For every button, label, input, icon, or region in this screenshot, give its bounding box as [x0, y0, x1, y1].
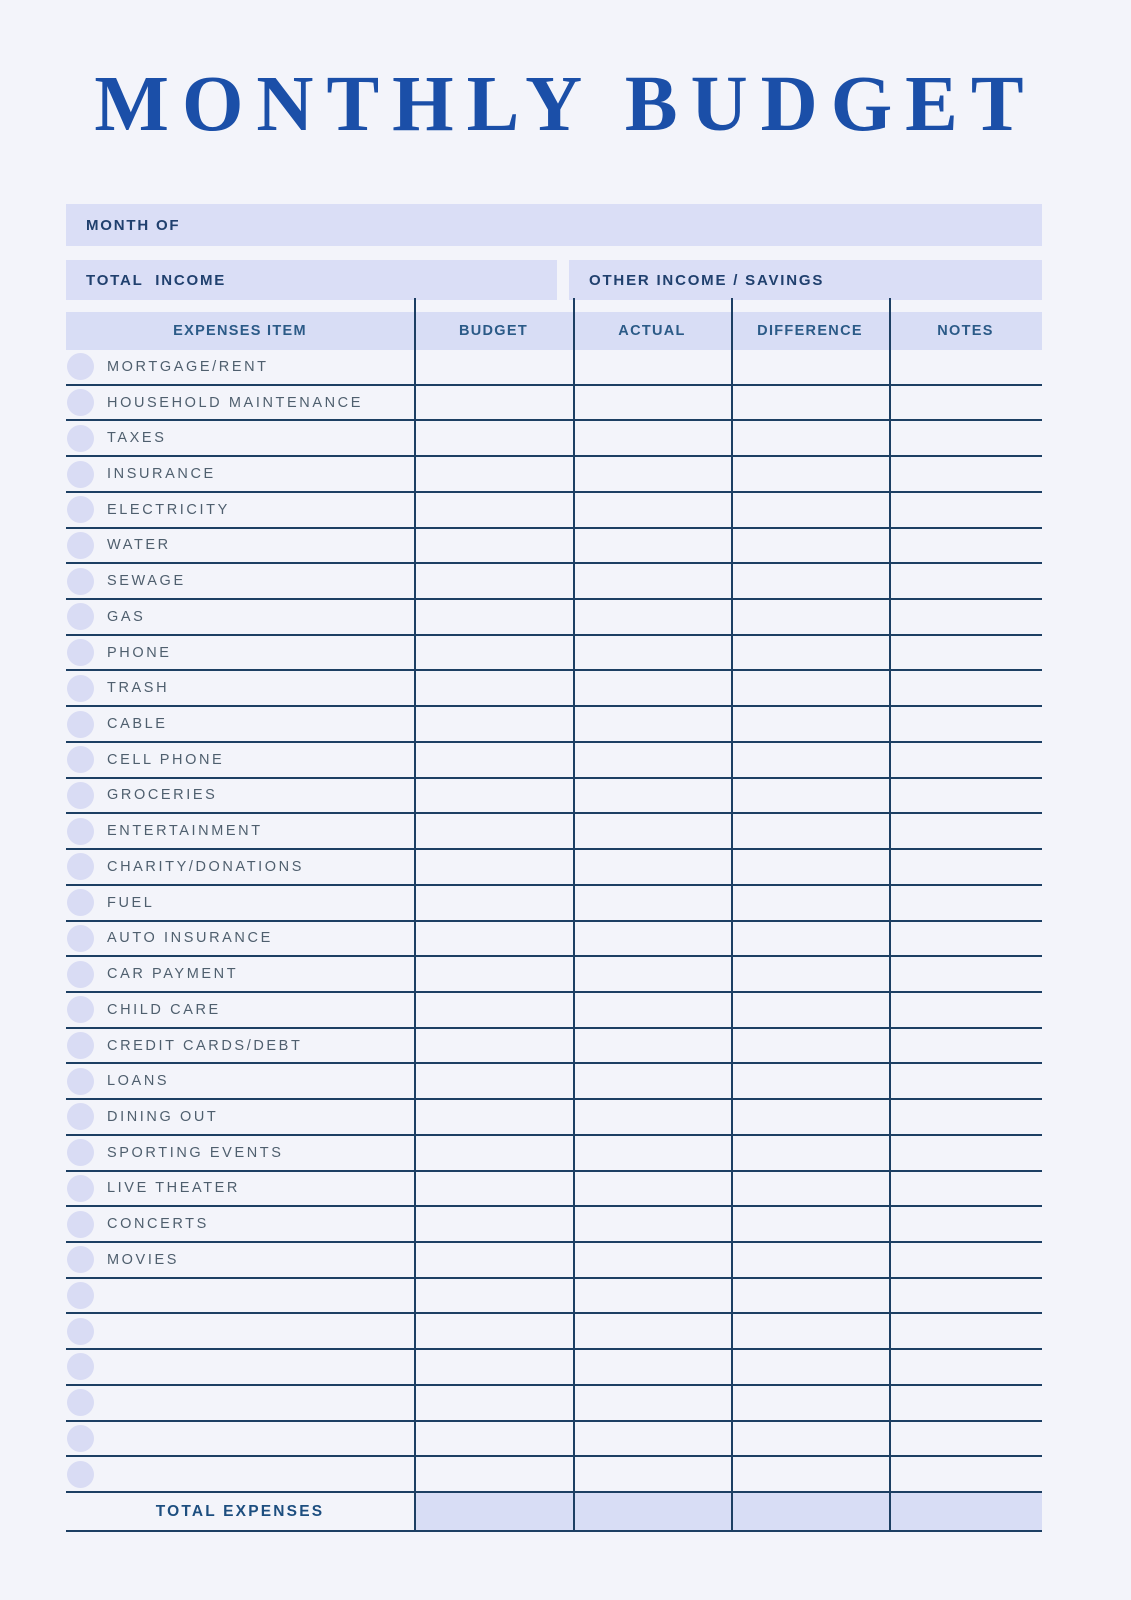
actual-cell[interactable]: [573, 421, 731, 455]
actual-cell[interactable]: [573, 386, 731, 420]
bullet-circle-icon: [67, 675, 94, 702]
expense-row: [66, 1279, 1042, 1315]
notes-cell[interactable]: [889, 1279, 1042, 1313]
budget-cell[interactable]: [414, 386, 573, 420]
bullet-circle-icon: [67, 1103, 94, 1130]
actual-cell[interactable]: [573, 922, 731, 956]
expense-row: [66, 1243, 1042, 1279]
actual-cell[interactable]: [573, 671, 731, 705]
actual-cell[interactable]: [573, 850, 731, 884]
actual-cell[interactable]: [573, 493, 731, 527]
actual-cell[interactable]: [573, 743, 731, 777]
notes-cell[interactable]: [889, 457, 1042, 491]
bullet-circle-icon: [67, 639, 94, 666]
expense-item-label: CREDIT CARDS/DEBT: [107, 1037, 303, 1054]
budget-cell[interactable]: [414, 779, 573, 813]
budget-cell[interactable]: [414, 1386, 573, 1420]
difference-cell[interactable]: [731, 957, 889, 991]
bullet-circle-icon: [67, 1425, 94, 1452]
expense-rows: [66, 350, 1042, 1493]
expense-row: [66, 1386, 1042, 1422]
budget-cell[interactable]: [414, 1064, 573, 1098]
difference-cell[interactable]: [731, 1243, 889, 1277]
expense-item-cell: [66, 922, 414, 956]
notes-cell[interactable]: [889, 814, 1042, 848]
expense-item-cell: [66, 1279, 414, 1313]
expense-item-cell: [66, 1422, 414, 1456]
expense-row: [66, 421, 1042, 457]
expense-item-label: INSURANCE: [107, 466, 216, 483]
expense-item-cell: [66, 564, 414, 598]
expense-item-cell: [66, 993, 414, 1027]
expense-row: [66, 743, 1042, 779]
bullet-circle-icon: [67, 532, 94, 559]
budget-cell[interactable]: [414, 671, 573, 705]
notes-cell[interactable]: [889, 564, 1042, 598]
header-expenses-item: EXPENSES ITEM: [173, 323, 307, 339]
bullet-circle-icon: [67, 782, 94, 809]
expense-item-label: MORTGAGE/RENT: [107, 358, 269, 375]
notes-cell[interactable]: [889, 1422, 1042, 1456]
notes-cell[interactable]: [889, 1029, 1042, 1063]
bullet-circle-icon: [67, 1461, 94, 1488]
difference-cell[interactable]: [731, 1172, 889, 1206]
difference-cell[interactable]: [731, 564, 889, 598]
expense-item-cell: [66, 1064, 414, 1098]
difference-cell[interactable]: [731, 457, 889, 491]
actual-cell[interactable]: [573, 886, 731, 920]
expense-item-cell: [66, 493, 414, 527]
budget-cell[interactable]: [414, 564, 573, 598]
notes-cell[interactable]: [889, 1386, 1042, 1420]
difference-cell[interactable]: [731, 850, 889, 884]
notes-cell[interactable]: [889, 1100, 1042, 1134]
expense-item-cell: [66, 636, 414, 670]
budget-cell[interactable]: [414, 1100, 573, 1134]
column-divider: [414, 298, 416, 1532]
expense-item-cell: [66, 1457, 414, 1491]
notes-cell[interactable]: [889, 886, 1042, 920]
expense-item-cell: [66, 1386, 414, 1420]
expense-row: [66, 957, 1042, 993]
actual-cell[interactable]: [573, 1457, 731, 1491]
actual-cell[interactable]: [573, 779, 731, 813]
expense-row: [66, 1064, 1042, 1100]
notes-cell[interactable]: [889, 922, 1042, 956]
expense-row: [66, 529, 1042, 565]
expense-item-cell: [66, 529, 414, 563]
month-of-label: MONTH OF: [86, 216, 181, 234]
other-income-savings-field[interactable]: [569, 260, 1042, 300]
bullet-circle-icon: [67, 996, 94, 1023]
expense-item-cell: [66, 421, 414, 455]
budget-cell[interactable]: [414, 850, 573, 884]
budget-cell[interactable]: [414, 886, 573, 920]
month-of-field[interactable]: [66, 204, 1042, 246]
notes-cell[interactable]: [889, 529, 1042, 563]
difference-cell[interactable]: [731, 1029, 889, 1063]
difference-cell[interactable]: [731, 1100, 889, 1134]
header-notes: NOTES: [937, 323, 994, 339]
actual-cell[interactable]: [573, 993, 731, 1027]
expense-item-cell: [66, 1100, 414, 1134]
total-expenses-label: TOTAL EXPENSES: [155, 1502, 325, 1520]
notes-cell[interactable]: [889, 1350, 1042, 1384]
expense-item-cell: [66, 457, 414, 491]
notes-cell[interactable]: [889, 1314, 1042, 1348]
expense-item-cell: [66, 850, 414, 884]
difference-cell[interactable]: [731, 1136, 889, 1170]
expense-row: [66, 1136, 1042, 1172]
actual-cell[interactable]: [573, 1100, 731, 1134]
expense-item-cell: [66, 671, 414, 705]
expense-row: [66, 850, 1042, 886]
expense-item-cell: [66, 350, 414, 384]
expense-row: [66, 993, 1042, 1029]
difference-cell[interactable]: [731, 1386, 889, 1420]
budget-cell[interactable]: [414, 1136, 573, 1170]
actual-cell[interactable]: [573, 1314, 731, 1348]
expense-row: [66, 1314, 1042, 1350]
budget-cell[interactable]: [414, 1207, 573, 1241]
budget-cell[interactable]: [414, 743, 573, 777]
bullet-circle-icon: [67, 1139, 94, 1166]
notes-cell[interactable]: [889, 386, 1042, 420]
actual-cell[interactable]: [573, 1029, 731, 1063]
notes-cell[interactable]: [889, 993, 1042, 1027]
bullet-circle-icon: [67, 1282, 94, 1309]
bullet-circle-icon: [67, 425, 94, 452]
expense-item-label: ENTERTAINMENT: [107, 823, 263, 840]
expense-row: [66, 636, 1042, 672]
expense-item-label: AUTO INSURANCE: [107, 930, 273, 947]
budget-cell[interactable]: [414, 1029, 573, 1063]
expense-item-cell: [66, 600, 414, 634]
header-actual: ACTUAL: [618, 323, 686, 339]
budget-cell[interactable]: [414, 636, 573, 670]
expense-item-label: TRASH: [107, 680, 170, 697]
total-budget-cell[interactable]: [414, 1493, 573, 1530]
expense-row: [66, 671, 1042, 707]
difference-cell[interactable]: [731, 636, 889, 670]
actual-cell[interactable]: [573, 564, 731, 598]
bullet-circle-icon: [67, 925, 94, 952]
notes-cell[interactable]: [889, 707, 1042, 741]
bullet-circle-icon: [67, 603, 94, 630]
expense-item-label: LOANS: [107, 1073, 170, 1090]
notes-cell[interactable]: [889, 779, 1042, 813]
notes-cell[interactable]: [889, 743, 1042, 777]
difference-cell[interactable]: [731, 886, 889, 920]
expense-item-label: ELECTRICITY: [107, 501, 230, 518]
difference-cell[interactable]: [731, 1457, 889, 1491]
budget-cell[interactable]: [414, 421, 573, 455]
expense-item-label: GAS: [107, 608, 146, 625]
notes-cell[interactable]: [889, 1172, 1042, 1206]
expense-item-label: MOVIES: [107, 1251, 179, 1268]
bullet-circle-icon: [67, 1353, 94, 1380]
bullet-circle-icon: [67, 818, 94, 845]
expense-row: [66, 1100, 1042, 1136]
budget-cell[interactable]: [414, 707, 573, 741]
expense-item-cell: [66, 1172, 414, 1206]
notes-cell[interactable]: [889, 957, 1042, 991]
bullet-circle-icon: [67, 1246, 94, 1273]
expense-row: [66, 564, 1042, 600]
notes-cell[interactable]: [889, 1243, 1042, 1277]
budget-cell[interactable]: [414, 1457, 573, 1491]
difference-cell[interactable]: [731, 993, 889, 1027]
budget-cell[interactable]: [414, 529, 573, 563]
expense-row: [66, 600, 1042, 636]
actual-cell[interactable]: [573, 1279, 731, 1313]
expense-row: [66, 779, 1042, 815]
bullet-circle-icon: [67, 1175, 94, 1202]
bullet-circle-icon: [67, 889, 94, 916]
bullet-circle-icon: [67, 496, 94, 523]
notes-cell[interactable]: [889, 1457, 1042, 1491]
actual-cell[interactable]: [573, 457, 731, 491]
bullet-circle-icon: [67, 853, 94, 880]
budget-cell[interactable]: [414, 814, 573, 848]
notes-cell[interactable]: [889, 1207, 1042, 1241]
actual-cell[interactable]: [573, 350, 731, 384]
budget-cell[interactable]: [414, 993, 573, 1027]
expense-item-label: CONCERTS: [107, 1216, 209, 1233]
expense-item-cell: [66, 814, 414, 848]
expense-item-cell: [66, 743, 414, 777]
difference-cell[interactable]: [731, 600, 889, 634]
bullet-circle-icon: [67, 1211, 94, 1238]
difference-cell[interactable]: [731, 814, 889, 848]
actual-cell[interactable]: [573, 1064, 731, 1098]
difference-cell[interactable]: [731, 386, 889, 420]
expense-item-label: GROCERIES: [107, 787, 218, 804]
expense-item-cell: [66, 886, 414, 920]
bullet-circle-icon: [67, 461, 94, 488]
budget-cell[interactable]: [414, 457, 573, 491]
difference-cell[interactable]: [731, 350, 889, 384]
expense-item-label: SEWAGE: [107, 573, 186, 590]
notes-cell[interactable]: [889, 493, 1042, 527]
bullet-circle-icon: [67, 389, 94, 416]
expense-item-label: SPORTING EVENTS: [107, 1144, 284, 1161]
expense-item-label: LIVE THEATER: [107, 1180, 240, 1197]
column-divider: [573, 298, 575, 1532]
difference-cell[interactable]: [731, 671, 889, 705]
expense-row: [66, 707, 1042, 743]
budget-cell[interactable]: [414, 1243, 573, 1277]
actual-cell[interactable]: [573, 1386, 731, 1420]
expense-item-label: CAR PAYMENT: [107, 966, 239, 983]
budget-cell[interactable]: [414, 1350, 573, 1384]
total-income-label: TOTAL INCOME: [86, 271, 227, 289]
expense-row: [66, 886, 1042, 922]
difference-cell[interactable]: [731, 1279, 889, 1313]
expense-item-cell: [66, 957, 414, 991]
expense-item-label: WATER: [107, 537, 171, 554]
budget-cell[interactable]: [414, 1172, 573, 1206]
column-divider: [889, 298, 891, 1532]
actual-cell[interactable]: [573, 1172, 731, 1206]
expense-item-label: CABLE: [107, 716, 168, 733]
expense-item-cell: [66, 707, 414, 741]
bullet-circle-icon: [67, 1389, 94, 1416]
budget-cell[interactable]: [414, 493, 573, 527]
expense-row: [66, 1172, 1042, 1208]
expense-item-cell: [66, 1029, 414, 1063]
expense-row: [66, 1422, 1042, 1458]
bullet-circle-icon: [67, 568, 94, 595]
expense-item-label: CELL PHONE: [107, 751, 225, 768]
notes-cell[interactable]: [889, 671, 1042, 705]
expense-row: [66, 457, 1042, 493]
bullet-circle-icon: [67, 711, 94, 738]
actual-cell[interactable]: [573, 707, 731, 741]
budget-cell[interactable]: [414, 1422, 573, 1456]
budget-cell[interactable]: [414, 1279, 573, 1313]
expense-row: [66, 1457, 1042, 1493]
expense-item-label: HOUSEHOLD MAINTENANCE: [107, 394, 364, 411]
bullet-circle-icon: [67, 961, 94, 988]
difference-cell[interactable]: [731, 707, 889, 741]
actual-cell[interactable]: [573, 1136, 731, 1170]
difference-cell[interactable]: [731, 421, 889, 455]
expense-item-label: PHONE: [107, 644, 172, 661]
expense-item-label: CHILD CARE: [107, 1001, 221, 1018]
bullet-circle-icon: [67, 1068, 94, 1095]
expense-item-cell: [66, 1243, 414, 1277]
bullet-circle-icon: [67, 1032, 94, 1059]
page-title: MONTHLY BUDGET: [94, 61, 1037, 148]
expense-item-cell: [66, 386, 414, 420]
header-difference: DIFFERENCE: [757, 323, 863, 339]
budget-cell[interactable]: [414, 600, 573, 634]
total-actual-cell[interactable]: [573, 1493, 731, 1530]
notes-cell[interactable]: [889, 850, 1042, 884]
actual-cell[interactable]: [573, 1350, 731, 1384]
notes-cell[interactable]: [889, 350, 1042, 384]
difference-cell[interactable]: [731, 1422, 889, 1456]
expense-item-cell: [66, 1136, 414, 1170]
actual-cell[interactable]: [573, 1243, 731, 1277]
actual-cell[interactable]: [573, 600, 731, 634]
expense-row: [66, 1207, 1042, 1243]
total-notes-cell[interactable]: [889, 1493, 1042, 1530]
actual-cell[interactable]: [573, 636, 731, 670]
actual-cell[interactable]: [573, 529, 731, 563]
expense-item-label: CHARITY/DONATIONS: [107, 858, 304, 875]
difference-cell[interactable]: [731, 743, 889, 777]
difference-cell[interactable]: [731, 922, 889, 956]
expense-item-label: DINING OUT: [107, 1108, 219, 1125]
expense-row: [66, 922, 1042, 958]
expense-item-cell: [66, 779, 414, 813]
actual-cell[interactable]: [573, 1207, 731, 1241]
expense-row: [66, 493, 1042, 529]
budget-cell[interactable]: [414, 1314, 573, 1348]
difference-cell[interactable]: [731, 1314, 889, 1348]
difference-cell[interactable]: [731, 1207, 889, 1241]
expense-row: [66, 1029, 1042, 1065]
column-divider: [731, 298, 733, 1532]
total-difference-cell[interactable]: [731, 1493, 889, 1530]
difference-cell[interactable]: [731, 529, 889, 563]
notes-cell[interactable]: [889, 1136, 1042, 1170]
actual-cell[interactable]: [573, 814, 731, 848]
actual-cell[interactable]: [573, 1422, 731, 1456]
bullet-circle-icon: [67, 746, 94, 773]
difference-cell[interactable]: [731, 779, 889, 813]
total-expenses-row: [66, 1493, 1042, 1532]
difference-cell[interactable]: [731, 1350, 889, 1384]
expense-row: [66, 386, 1042, 422]
notes-cell[interactable]: [889, 1064, 1042, 1098]
expense-row: [66, 1350, 1042, 1386]
expense-item-cell: [66, 1350, 414, 1384]
expenses-table: [66, 312, 1042, 1532]
bullet-circle-icon: [67, 1318, 94, 1345]
budget-cell[interactable]: [414, 957, 573, 991]
expense-item-label: TAXES: [107, 430, 167, 447]
expense-row: [66, 814, 1042, 850]
table-header-row: [66, 312, 1042, 350]
actual-cell[interactable]: [573, 957, 731, 991]
budget-cell[interactable]: [414, 350, 573, 384]
expense-item-cell: [66, 1207, 414, 1241]
notes-cell[interactable]: [889, 421, 1042, 455]
other-income-savings-label: OTHER INCOME / SAVINGS: [589, 271, 825, 289]
expense-item-cell: [66, 1314, 414, 1348]
bullet-circle-icon: [67, 353, 94, 380]
total-income-field[interactable]: [66, 260, 557, 300]
notes-cell[interactable]: [889, 636, 1042, 670]
header-budget: BUDGET: [458, 323, 529, 339]
expense-item-label: FUEL: [107, 894, 155, 911]
expense-row: [66, 350, 1042, 386]
difference-cell[interactable]: [731, 493, 889, 527]
budget-cell[interactable]: [414, 922, 573, 956]
notes-cell[interactable]: [889, 600, 1042, 634]
difference-cell[interactable]: [731, 1064, 889, 1098]
